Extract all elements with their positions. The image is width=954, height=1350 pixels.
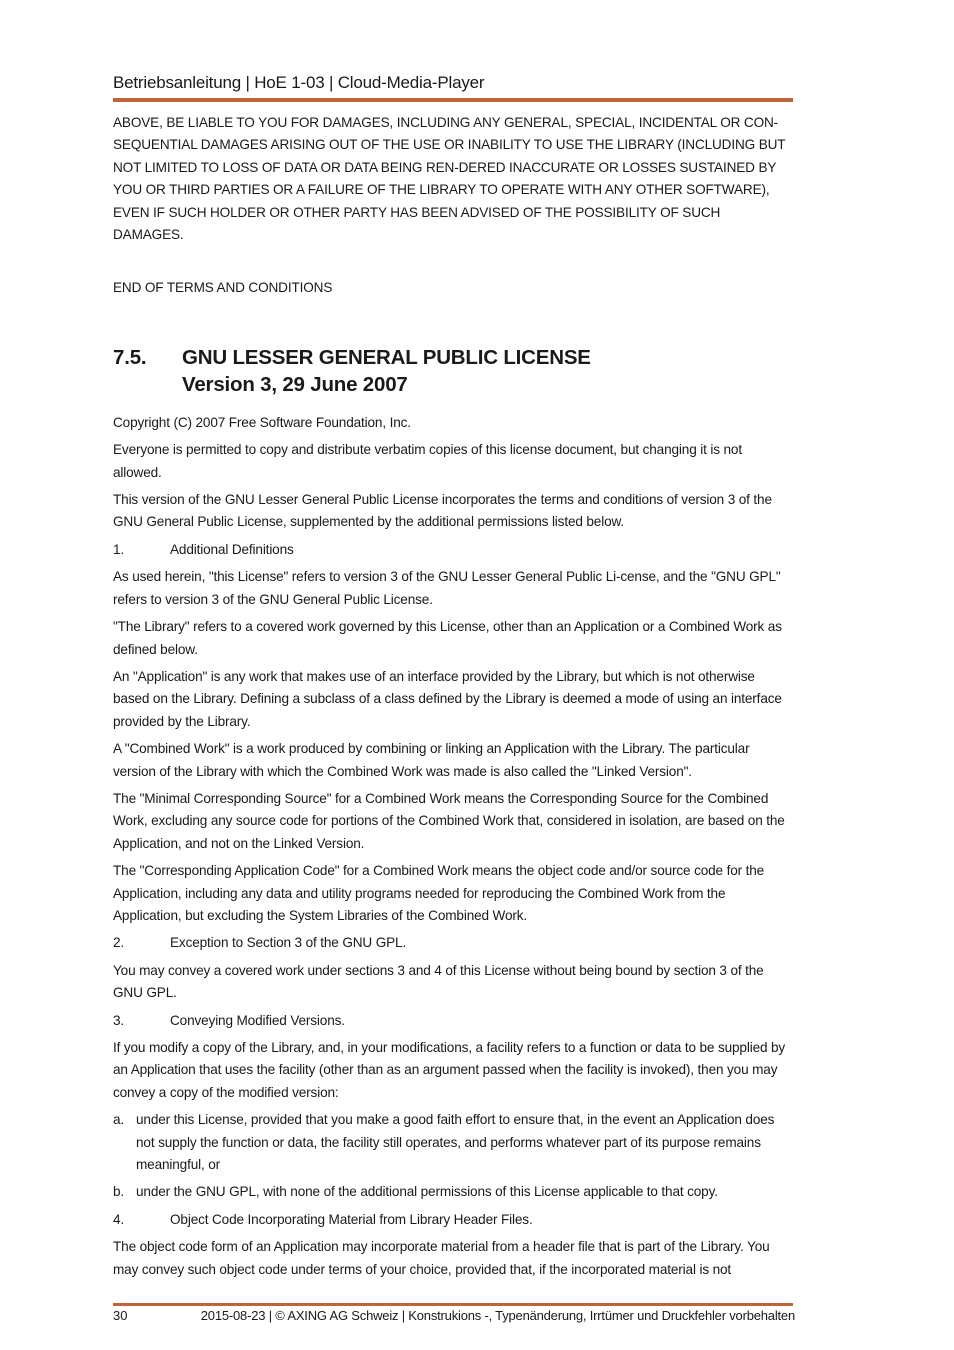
- numbered-item-4: [113, 1209, 793, 1231]
- the-library-paragraph: "The Library" refers to a covered work governed by this License, other than an Application or a Combined Work as defined below.: [113, 619, 782, 657]
- end-of-terms: END OF TERMS AND CONDITIONS: [113, 280, 333, 296]
- item-number: 1.: [113, 541, 125, 557]
- spacer: [113, 251, 793, 277]
- item-number: 3.: [113, 1012, 125, 1028]
- footer-text: 2015-08-23 | © AXING AG Schweiz | Konstrukions -, Typenänderung, Irrtümer und Druckfehler vorbehalten: [200, 1308, 795, 1323]
- page-number: 30: [113, 1308, 128, 1323]
- item-label: Conveying Modified Versions.: [170, 1012, 345, 1028]
- page-content: [113, 112, 793, 1286]
- section-title-line2: Version 3, 29 June 2007: [182, 372, 408, 396]
- this-version-paragraph: This version of the GNU Lesser General Public License incorporates the terms and conditions of version 3 of the GNU General Public License, supplemented by the additional permissions listed below.: [113, 492, 772, 530]
- section-heading: [113, 344, 793, 398]
- section-title-line1: GNU LESSER GENERAL PUBLIC LICENSE: [182, 345, 591, 369]
- numbered-item-2: [113, 932, 793, 954]
- header-title: Betriebsanleitung | HoE 1-03 | Cloud-Media-Player: [113, 73, 485, 92]
- may-convey-paragraph: You may convey a covered work under sections 3 and 4 of this License without being bound by section 3 of the GNU GPL.: [113, 962, 764, 1001]
- as-used-paragraph: As used herein, "this License" refers to version 3 of the GNU Lesser General Public Li-cense, and the "GNU GPL" refers to version 3 of the GNU General Public License.: [113, 569, 781, 607]
- combined-work-paragraph: A "Combined Work" is a work produced by combining or linking an Application with the Library. The particular version of the Library with which the Combined Work was made is also called the "Linked Version".: [113, 741, 750, 779]
- item-label: Object Code Incorporating Material from Library Header Files.: [170, 1211, 533, 1227]
- section-number: 7.5.: [113, 345, 147, 369]
- copyright-paragraph: Copyright (C) 2007 Free Software Foundation, Inc.: [113, 414, 411, 430]
- header-rule: [113, 98, 793, 102]
- list-item-a: [113, 1109, 793, 1176]
- list-text: under the GNU GPL, with none of the additional permissions of this License applicable to that copy.: [136, 1184, 718, 1200]
- item-label: Additional Definitions: [170, 541, 294, 557]
- section-title: [182, 344, 591, 398]
- list-letter: b.: [113, 1184, 125, 1200]
- list-letter: a.: [113, 1112, 125, 1128]
- minimal-source-paragraph: The "Minimal Corresponding Source" for a Combined Work means the Corresponding Source for the Combined Work, excluding any source code for portions of the Combined Work that, considered in isolation, are based on the Application, and not on the Linked Version.: [113, 790, 785, 851]
- application-paragraph: An "Application" is any work that makes use of an interface provided by the Library, but which is not otherwise based on the Library. Defining a subclass of a class defined by the Library is deemed a mode of using an interface provided by the Library.: [113, 668, 782, 729]
- if-modify-paragraph: If you modify a copy of the Library, and, in your modifications, a facility refers to a function or data to be supplied by an Application that uses the facility (other than as an argument passed when the facility is invoked), then you may convey a copy of the modified version:: [113, 1040, 786, 1100]
- item-label: Exception to Section 3 of the GNU GPL.: [170, 935, 407, 951]
- footer-rule: [113, 1303, 793, 1306]
- list-item-b: [113, 1181, 793, 1203]
- numbered-item-3: [113, 1010, 793, 1032]
- item-number: 4.: [113, 1211, 125, 1227]
- object-code-paragraph: The object code form of an Application may incorporate material from a header file that is part of the Library. You may convey such object code under terms of your choice, provided that, if the incorporated material is not: [113, 1239, 770, 1277]
- corresponding-code-paragraph: The "Corresponding Application Code" for a Combined Work means the object code and/or source code for the Application, including any data and utility programs needed for reproducing the Combined Work from the Application, but excluding the System Libraries of the Combined Work.: [113, 863, 765, 923]
- numbered-item-1: [113, 539, 793, 561]
- item-number: 2.: [113, 935, 125, 951]
- warranty-paragraph: ABOVE, BE LIABLE TO YOU FOR DAMAGES, INCLUDING ANY GENERAL, SPECIAL, INCIDENTAL OR CON-SEQUENTIAL DAMAGES ARISING OUT OF THE USE OR INABILITY TO USE THE LIBRARY (INCLUDING BUT NOT LIMITED TO LOSS OF DATA OR DATA BEING REN-DERED INACCURATE OR LOSSES SUSTAINED BY YOU OR THIRD PARTIES OR A FAILURE OF THE LIBRARY TO OPERATE WITH ANY OTHER SOFTWARE), EVEN IF SUCH HOLDER OR OTHER PARTY HAS BEEN ADVISED OF THE POSSIBILITY OF SUCH DAMAGES.: [113, 115, 786, 243]
- everyone-paragraph: Everyone is permitted to copy and distribute verbatim copies of this license document, but changing it is not allowed.: [113, 442, 742, 480]
- list-text: under this License, provided that you make a good faith effort to ensure that, in the event an Application does not supply the function or data, the facility still operates, and performs whatever part of its purpose remains meaningful, or: [136, 1112, 775, 1173]
